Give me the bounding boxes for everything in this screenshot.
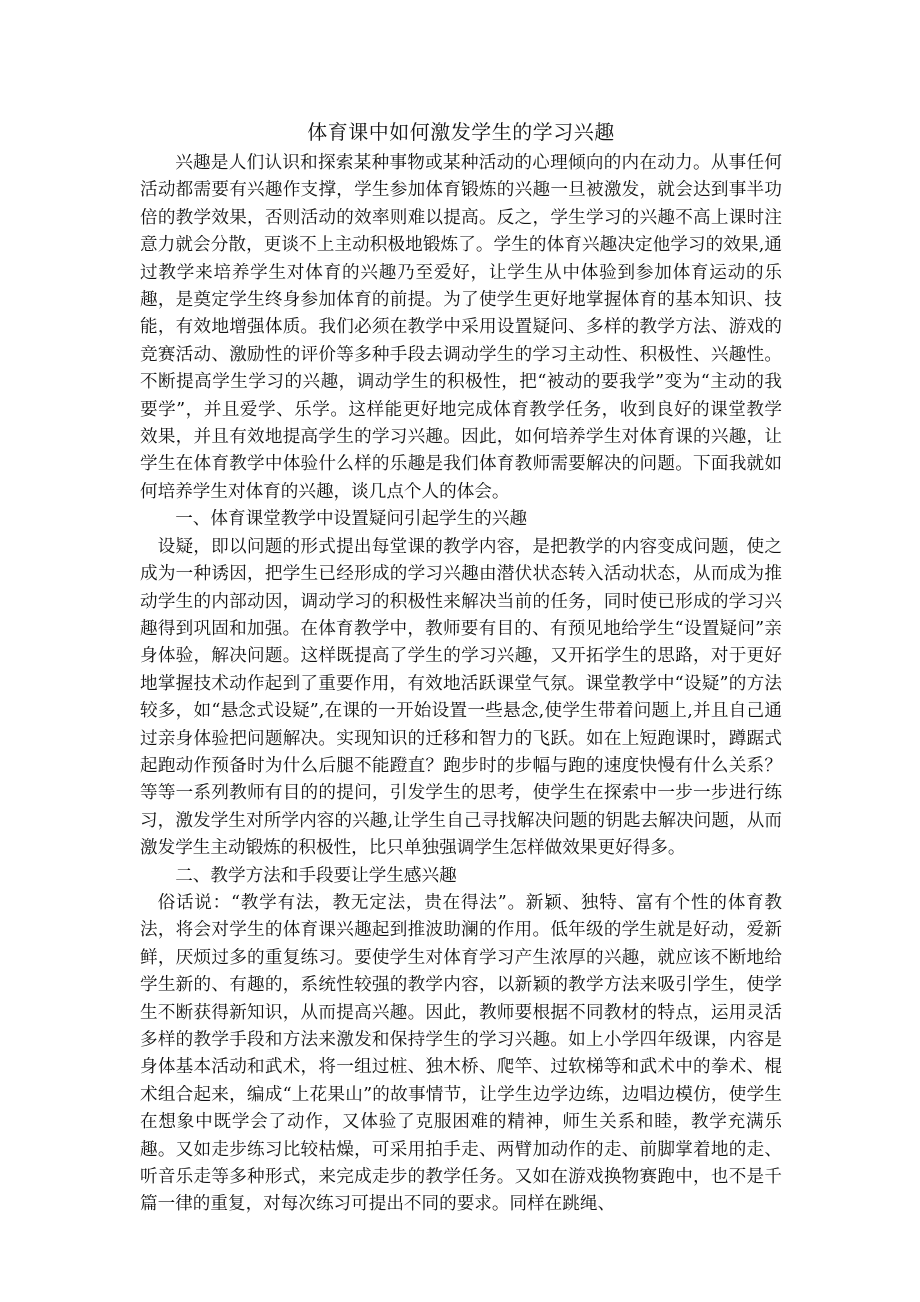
document-title: 体育课中如何激发学生的学习兴趣 [307,120,615,144]
section-2-heading: 二、教学方法和手段要让学生感兴趣 [175,865,457,886]
section-1-paragraph: 设疑，即以问题的形式提出每堂课的教学内容，是把教学的内容变成问题，使之成为一种诱因，把学生已经形成的学习兴趣由潜伏状态转入活动状态，从而成为推动学生的内部动因，调动学习的积极性来解决当前的任务，同时使已形成的学习兴趣得到巩固和加强。在体育教学中，教师要有目的、有预见地给学生“设置疑问”亲身体验，解决问题。这样既提高了学生的学习兴趣，又开拓学生的思路，对于更好地掌握技术动作起到了重要作用，有效地活跃课堂气氛。课堂教学中“设疑”的方法较多，如“悬念式设疑”,在课的一开始设置一些悬念,使学生带着问题上,并且自己通过亲身体验把问题解决。实现知识的迁移和智力的飞跃。如在上短跑课时，蹲踞式起跑动作预备时为什么后腿不能蹬直？跑步时的步幅与跑的速度快慢有什么关系？等等一系列教师有目的的提问，引发学生的思考，使学生在探索中一步一步进行练习，激发学生对所学内容的兴趣,让学生自己寻找解决问题的钥匙去解决问题，从而激发学生主动锻炼的积极性，比只单独强调学生怎样做效果更好得多。 [140,536,782,859]
intro-paragraph: 兴趣是人们认识和探索某种事物或某种活动的心理倾向的内在动力。从事任何活动都需要有兴趣作支撑，学生参加体育锻炼的兴趣一旦被激发，就会达到事半功倍的教学效果，否则活动的效率则难以提高。反之，学生学习的兴趣不高上课时注意力就会分散，更谈不上主动积极地锻炼了。学生的体育兴趣决定他学习的效果,通过教学来培养学生对体育的兴趣乃至爱好，让学生从中体验到参加体育运动的乐趣，是奠定学生终身参加体育的前提。为了使学生更好地掌握体育的基本知识、技能，有效地增强体质。我们必须在教学中采用设置疑问、多样的教学方法、游戏的竞赛活动、激励性的评价等多种手段去调动学生的学习主动性、积极性、兴趣性。不断提高学生学习的兴趣，调动学生的积极性，把“被动的要我学”变为“主动的我要学”，并且爱学、乐学。这样能更好地完成体育教学任务，收到良好的课堂教学效果，并且有效地提高学生的学习兴趣。因此，如何培养学生对体育课的兴趣，让学生在体育教学中体验什么样的乐趣是我们体育教师需要解决的问题。下面我就如何培养学生对体育的兴趣，谈几点个人的体会。 [140,153,782,502]
section-2-paragraph: 俗话说：“教学有法，教无定法，贵在得法”。新颖、独特、富有个性的体育教法，将会对学生的体育课兴趣起到推波助澜的作用。低年级的学生就是好动，爱新鲜，厌烦过多的重复练习。要使学生对体育学习产生浓厚的兴趣，就应该不断地给学生新的、有趣的，系统性较强的教学内容，以新颖的教学方法来吸引学生，使学生不断获得新知识，从而提高兴趣。因此，教师要根据不同教材的特点，运用灵活多样的教学手段和方法来激发和保持学生的学习兴趣。如上小学四年级课，内容是身体基本活动和武术，将一组过桩、独木桥、爬竿、过软梯等和武术中的拳术、棍术组合起来，编成“上花果山”的故事情节，让学生边学边练，边唱边模仿，使学生在想象中既学会了动作，又体验了克服困难的精神，师生关系和睦，教学充满乐趣。又如走步练习比较枯燥，可采用拍手走、两臂加动作的走、前脚掌着地的走、听音乐走等多种形式，来完成走步的教学任务。又如在游戏换物赛跑中，也不是千篇一律的重复，对每次练习可提出不同的要求。同样在跳绳、 [140,892,782,1215]
section-1-heading: 一、体育课堂教学中设置疑问引起学生的兴趣 [175,509,528,530]
